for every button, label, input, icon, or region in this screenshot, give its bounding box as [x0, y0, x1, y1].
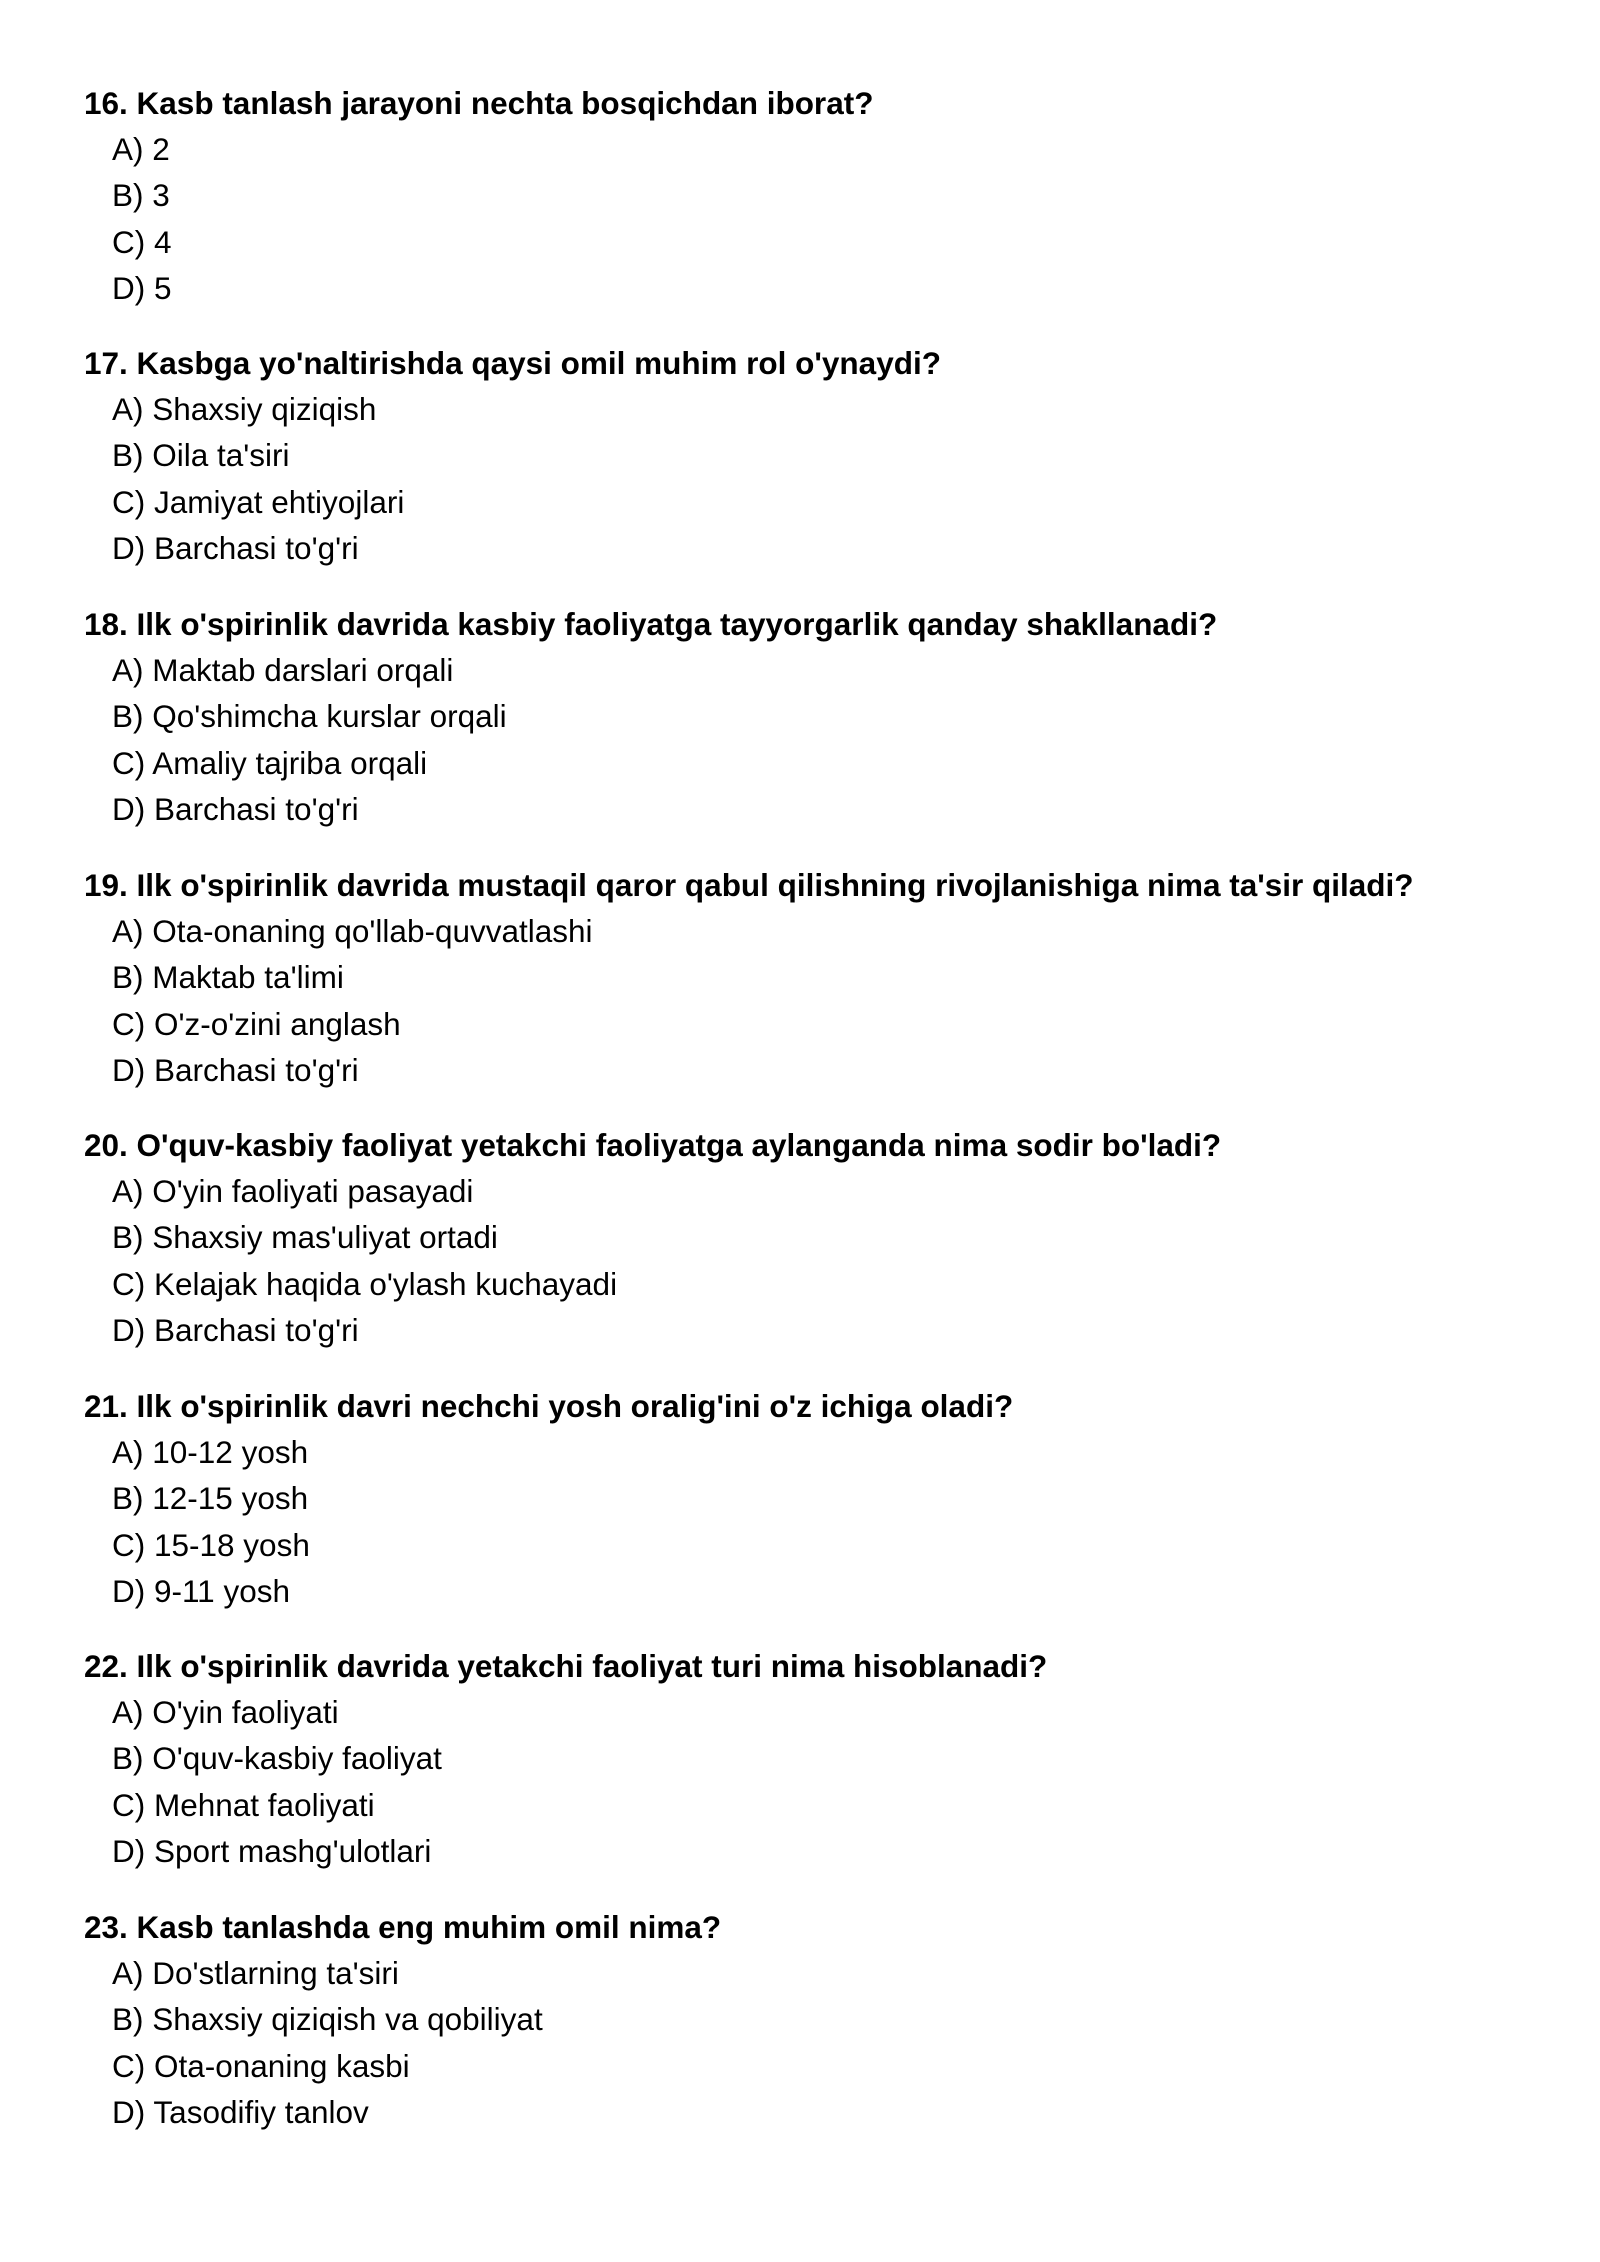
- question-title: 22. Ilk o'spirinlik davrida yetakchi faoliyat turi nima hisoblanadi?: [84, 1648, 1048, 1684]
- answer-option-b: B) Shaxsiy qiziqish va qobiliyat: [112, 2001, 543, 2038]
- question-title: 21. Ilk o'spirinlik davri nechchi yosh oralig'ini o'z ichiga oladi?: [84, 1388, 1014, 1424]
- question-title: 19. Ilk o'spirinlik davrida mustaqil qaror qabul qilishning rivojlanishiga nima ta'sir qiladi?: [84, 867, 1414, 903]
- answer-options: [84, 1689, 1564, 1874]
- answer-option-b: B) Qo'shimcha kurslar orqali: [112, 698, 507, 735]
- answer-option-d: D) Barchasi to'g'ri: [112, 1311, 359, 1348]
- answer-option-a: A) Shaxsiy qiziqish: [112, 391, 377, 427]
- answer-option-c: C) Ota-onaning kasbi: [112, 2047, 410, 2084]
- answer-options: [84, 908, 1564, 1093]
- answer-options: [84, 647, 1564, 832]
- answer-option-d: D) 9-11 yosh: [112, 1572, 290, 1609]
- answer-option-a: A) O'yin faoliyati pasayadi: [112, 1173, 474, 1209]
- answer-option-c: C) Amaliy tajriba orqali: [112, 744, 428, 781]
- answer-option-b: B) 12-15 yosh: [112, 1480, 309, 1517]
- answer-option-b: B) O'quv-kasbiy faoliyat: [112, 1740, 442, 1777]
- question-19: [84, 862, 1564, 1093]
- answer-option-c: C) O'z-o'zini anglash: [112, 1005, 401, 1042]
- answer-option-c: C) 4: [112, 223, 172, 260]
- answer-option-a: A) 10-12 yosh: [112, 1434, 309, 1470]
- answer-option-d: D) Sport mashg'ulotlari: [112, 1832, 432, 1869]
- answer-option-c: C) Kelajak haqida o'ylash kuchayadi: [112, 1265, 618, 1302]
- question-23: [84, 1904, 1564, 2135]
- answer-option-d: D) Tasodifiy tanlov: [112, 2093, 369, 2130]
- answer-options: [84, 1429, 1564, 1614]
- answer-option-d: D) Barchasi to'g'ri: [112, 1051, 359, 1088]
- answer-option-a: A) Maktab darslari orqali: [112, 652, 454, 688]
- answer-options: [84, 1950, 1564, 2135]
- answer-option-a: A) Do'stlarning ta'siri: [112, 1955, 399, 1991]
- question-title: 16. Kasb tanlash jarayoni nechta bosqichdan iborat?: [84, 85, 874, 121]
- question-title: 17. Kasbga yo'naltirishda qaysi omil muhim rol o'ynaydi?: [84, 345, 941, 381]
- question-title: 23. Kasb tanlashda eng muhim omil nima?: [84, 1909, 722, 1945]
- answer-option-c: C) Mehnat faoliyati: [112, 1786, 375, 1823]
- answer-option-a: A) 2: [112, 131, 170, 167]
- answer-option-d: D) 5: [112, 269, 172, 306]
- answer-option-c: C) 15-18 yosh: [112, 1526, 310, 1563]
- answer-option-b: B) 3: [112, 177, 170, 214]
- answer-option-b: B) Shaxsiy mas'uliyat ortadi: [112, 1219, 498, 1256]
- answer-option-a: A) Ota-onaning qo'llab-quvvatlashi: [112, 913, 593, 949]
- question-17: [84, 340, 1564, 571]
- answer-option-b: B) Maktab ta'limi: [112, 959, 344, 996]
- answer-option-b: B) Oila ta'siri: [112, 437, 290, 474]
- question-18: [84, 601, 1564, 832]
- answer-option-d: D) Barchasi to'g'ri: [112, 790, 359, 827]
- question-title: 18. Ilk o'spirinlik davrida kasbiy faoliyatga tayyorgarlik qanday shakllanadi?: [84, 606, 1218, 642]
- question-21: [84, 1383, 1564, 1614]
- question-16: [84, 80, 1564, 311]
- question-20: [84, 1122, 1564, 1353]
- question-22: [84, 1643, 1564, 1874]
- answer-option-c: C) Jamiyat ehtiyojlari: [112, 483, 405, 520]
- answer-options: [84, 126, 1564, 311]
- question-title: 20. O'quv-kasbiy faoliyat yetakchi faoliyatga aylanganda nima sodir bo'ladi?: [84, 1127, 1222, 1163]
- answer-option-a: A) O'yin faoliyati: [112, 1694, 339, 1730]
- answer-options: [84, 386, 1564, 571]
- answer-options: [84, 1168, 1564, 1353]
- answer-option-d: D) Barchasi to'g'ri: [112, 529, 359, 566]
